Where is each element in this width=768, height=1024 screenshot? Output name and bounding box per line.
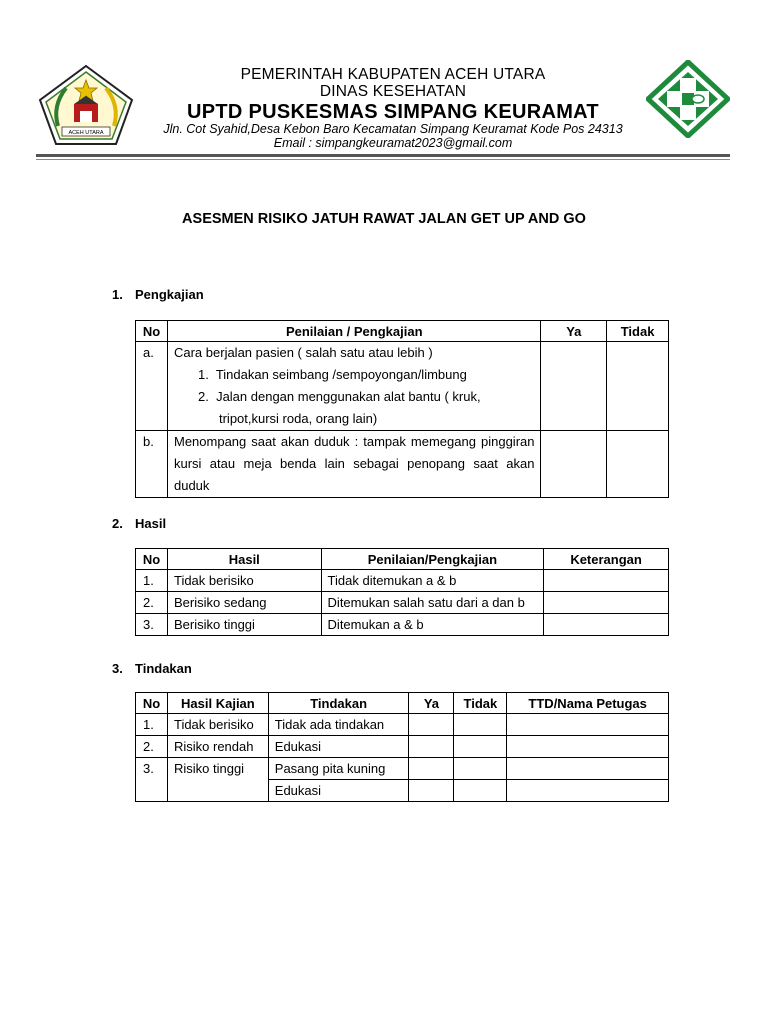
row-criteria (167, 342, 541, 431)
signature-cell[interactable] (507, 714, 669, 736)
letterhead-institution: UPTD PUSKESMAS SIMPANG KEURAMAT (187, 101, 599, 124)
table-header-row (136, 693, 669, 714)
row-no: 1. (136, 714, 168, 736)
row-no: 1. (136, 570, 168, 592)
tidak-checkbox-cell[interactable] (454, 780, 507, 802)
item-text: Tindakan seimbang /sempoyongan/limbung (215, 367, 467, 382)
letterhead (36, 58, 730, 160)
row-hasil: Berisiko tinggi (167, 614, 321, 636)
row-no: 2. (136, 736, 168, 758)
row-keterangan[interactable] (544, 570, 669, 592)
section-1-number: 1. (112, 287, 123, 302)
col-header-hasil: Hasil (167, 549, 321, 570)
row-hasil: Risiko tinggi (167, 758, 268, 802)
tidak-checkbox-cell[interactable] (454, 714, 507, 736)
tidak-checkbox-cell[interactable] (607, 431, 669, 498)
letterhead-line-2: DINAS KESEHATAN (319, 83, 467, 101)
row-penilaian: Tidak ditemukan a & b (321, 570, 544, 592)
ya-checkbox-cell[interactable] (409, 714, 454, 736)
col-header-no: No (136, 693, 168, 714)
puskesmas-logo-icon (646, 60, 730, 138)
criteria-intro: Cara berjalan pasien ( salah satu atau lebih ) (173, 345, 433, 360)
row-no: 3. (136, 758, 168, 802)
col-header-penilaian: Penilaian/Pengkajian (321, 549, 544, 570)
row-hasil: Tidak berisiko (167, 570, 321, 592)
section-3-heading (112, 661, 192, 676)
row-hasil: Tidak berisiko (167, 714, 268, 736)
table-row (136, 614, 669, 636)
col-header-tidak: Tidak (454, 693, 507, 714)
col-header-tindakan: Tindakan (268, 693, 409, 714)
aceh-utara-emblem-icon (36, 64, 136, 146)
row-criteria: Menompang saat akan duduk : tampak memegang pinggiran kursi atau meja benda lain sebagai penopang saat akan duduk (167, 431, 541, 498)
ya-checkbox-cell[interactable] (541, 431, 607, 498)
col-header-hasil-kajian: Hasil Kajian (167, 693, 268, 714)
section-3-number: 3. (112, 661, 123, 676)
col-header-keterangan: Keterangan (544, 549, 669, 570)
row-keterangan[interactable] (544, 614, 669, 636)
col-header-tidak: Tidak (607, 321, 669, 342)
ya-checkbox-cell[interactable] (541, 342, 607, 431)
row-tindakan: Edukasi (268, 736, 409, 758)
col-header-no: No (136, 321, 168, 342)
col-header-no: No (136, 549, 168, 570)
section-1-label: Pengkajian (135, 287, 204, 302)
table-row (136, 342, 669, 431)
criteria-item-1 (174, 364, 535, 386)
section-2-number: 2. (112, 516, 123, 531)
table-header-row (136, 321, 669, 342)
letterhead-text (136, 66, 650, 151)
ya-checkbox-cell[interactable] (409, 736, 454, 758)
row-no: a. (136, 342, 168, 431)
section-2-label: Hasil (135, 516, 167, 531)
ya-checkbox-cell[interactable] (409, 758, 454, 780)
action-table (135, 692, 669, 802)
row-no: b. (136, 431, 168, 498)
table-row (136, 736, 669, 758)
tidak-checkbox-cell[interactable] (454, 758, 507, 780)
signature-cell[interactable] (507, 758, 669, 780)
row-hasil: Risiko rendah (167, 736, 268, 758)
criteria-item-2 (174, 386, 535, 408)
row-tindakan: Edukasi (268, 780, 409, 802)
signature-cell[interactable] (507, 780, 669, 802)
col-header-ya: Ya (409, 693, 454, 714)
letterhead-email: Email : simpangkeuramat2023@gmail.com (273, 135, 513, 150)
row-no: 3. (136, 614, 168, 636)
table-row (136, 758, 669, 780)
letterhead-address: Jln. Cot Syahid,Desa Kebon Baro Kecamatan Simpang Keuramat Kode Pos 24313 (163, 122, 623, 137)
table-row (136, 714, 669, 736)
item-number: 2. (197, 389, 209, 404)
document-title: ASESMEN RISIKO JATUH RAWAT JALAN GET UP AND GO (182, 211, 586, 227)
col-header-ttd: TTD/Nama Petugas (507, 693, 669, 714)
section-1-heading (112, 287, 204, 302)
assessment-table (135, 320, 669, 498)
row-tindakan: Pasang pita kuning (268, 758, 409, 780)
section-2-heading (112, 516, 166, 531)
row-penilaian: Ditemukan salah satu dari a dan b (321, 592, 544, 614)
row-hasil: Berisiko sedang (167, 592, 321, 614)
col-header-ya: Ya (541, 321, 607, 342)
ya-checkbox-cell[interactable] (409, 780, 454, 802)
table-row (136, 431, 669, 498)
emblem-ribbon-text: ACEH UTARA (68, 130, 104, 136)
letterhead-rule-thin (36, 159, 730, 160)
criteria-item-2-cont: tripot,kursi roda, orang lain) (218, 411, 378, 426)
letterhead-rule-thick (36, 154, 730, 157)
row-tindakan: Tidak ada tindakan (268, 714, 409, 736)
tidak-checkbox-cell[interactable] (454, 736, 507, 758)
section-3-label: Tindakan (135, 661, 192, 676)
row-no: 2. (136, 592, 168, 614)
item-text: Jalan dengan menggunakan alat bantu ( kruk, (216, 389, 481, 404)
signature-cell[interactable] (507, 736, 669, 758)
result-table (135, 548, 669, 636)
row-penilaian: Ditemukan a & b (321, 614, 544, 636)
table-row (136, 592, 669, 614)
col-header-penilaian: Penilaian / Pengkajian (167, 321, 541, 342)
table-header-row (136, 549, 669, 570)
letterhead-line-1: PEMERINTAH KABUPATEN ACEH UTARA (240, 66, 546, 83)
row-keterangan[interactable] (544, 592, 669, 614)
table-row (136, 570, 669, 592)
item-number: 1. (197, 367, 209, 382)
tidak-checkbox-cell[interactable] (607, 342, 669, 431)
